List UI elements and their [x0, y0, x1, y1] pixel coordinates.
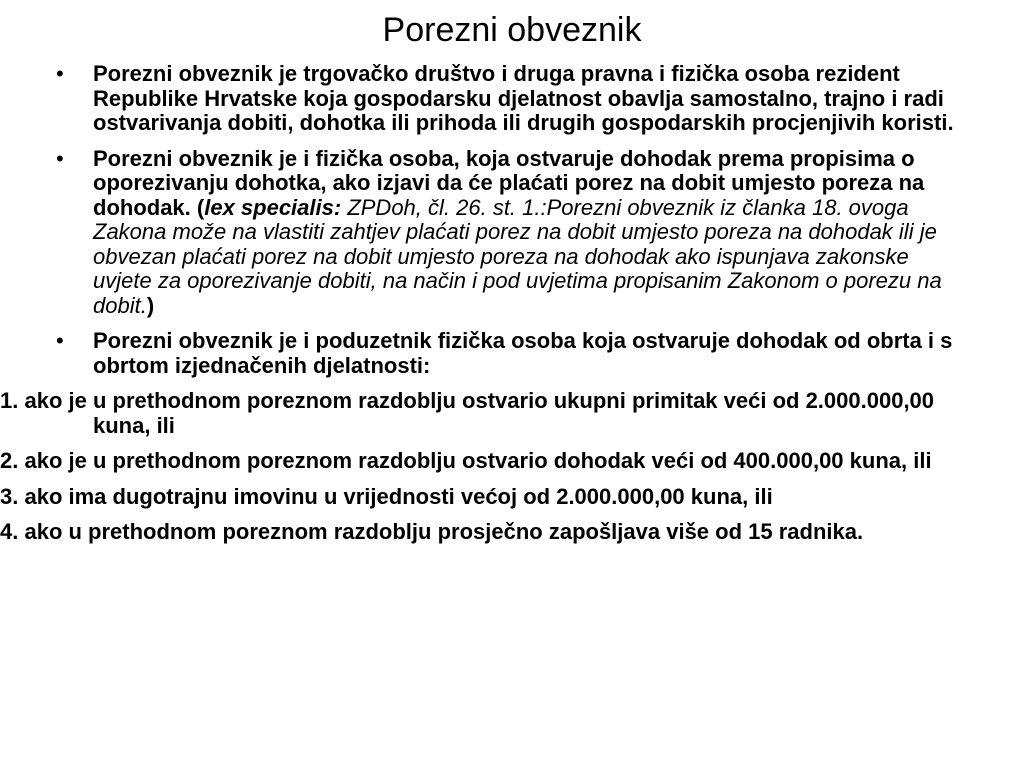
- item-number: 4.: [0, 519, 19, 544]
- item-number: 3.: [0, 483, 19, 509]
- item-text: ako je u prethodnom poreznom razdoblju ostvario ukupni primitak veći od 2.000.000,00 kuna, ili: [18, 388, 935, 438]
- item-text: ako je u prethodnom poreznom razdoblju ostvario dohodak veći od 400.000,00 kuna, ili: [18, 448, 932, 473]
- item-text: ako ima dugotrajnu imovinu u vrijednosti većoj od 2.000.000,00 kuna, ili: [18, 483, 773, 509]
- numbered-item: [0, 520, 964, 545]
- numbered-item: [0, 449, 964, 474]
- bullet-text-italic: ZPDoh, čl. 26. st. 1.:Porezni obveznik iz članka 18. ovoga Zakona može na vlastiti zahtjev plaćati porez na dobit umjesto poreza na dohodak ili je obvezan plaćati porez na dobit umjesto poreza na dohodak ako ispunjava zakonske uvjete za oporezivanje dobiti, na način i pod uvjetima propisanim Zakonom o porezu na dobit.: [93, 194, 942, 318]
- bullet-item: [56, 147, 964, 319]
- bullet-icon: •: [56, 328, 64, 353]
- bullet-text: Porezni obveznik je trgovačko društvo i druga pravna i fizička osoba rezident Republike Hrvatske koja gospodarsku djelatnost obavlja samostalno, trajno i radi ostvarivanja dobiti, dohotka ili prihoda ili drugih gospodarskih procjenjivih koristi.: [93, 61, 954, 135]
- item-number: 1.: [0, 388, 19, 413]
- item-number: 2.: [0, 448, 19, 473]
- bullet-text: Porezni obveznik je i poduzetnik fizička osoba koja ostvaruje dohodak od obrta i s obrtom izjednačenih djelatnosti:: [93, 328, 953, 378]
- bullet-text-italic-bold: lex specialis:: [204, 194, 342, 220]
- numbered-item: [0, 485, 964, 510]
- bullet-icon: •: [56, 145, 64, 171]
- bullet-item: [56, 329, 964, 378]
- numbered-item: [0, 389, 964, 438]
- slide-content: [0, 61, 964, 556]
- bullet-item: [56, 62, 964, 136]
- bullet-icon: •: [56, 61, 64, 86]
- bullet-text-bold: Porezni obveznik je i fizička osoba, koja ostvaruje dohodak prema propisima o oporezivanju dohotka, ako izjavi da će plaćati porez na dobit umjesto poreza na dohodak. (: [93, 145, 925, 220]
- bullet-text-close: ): [146, 292, 155, 318]
- slide-title: Porezni obveznik: [382, 11, 642, 49]
- item-text: ako u prethodnom poreznom razdoblju prosječno zapošljava više od 15 radnika.: [18, 519, 864, 544]
